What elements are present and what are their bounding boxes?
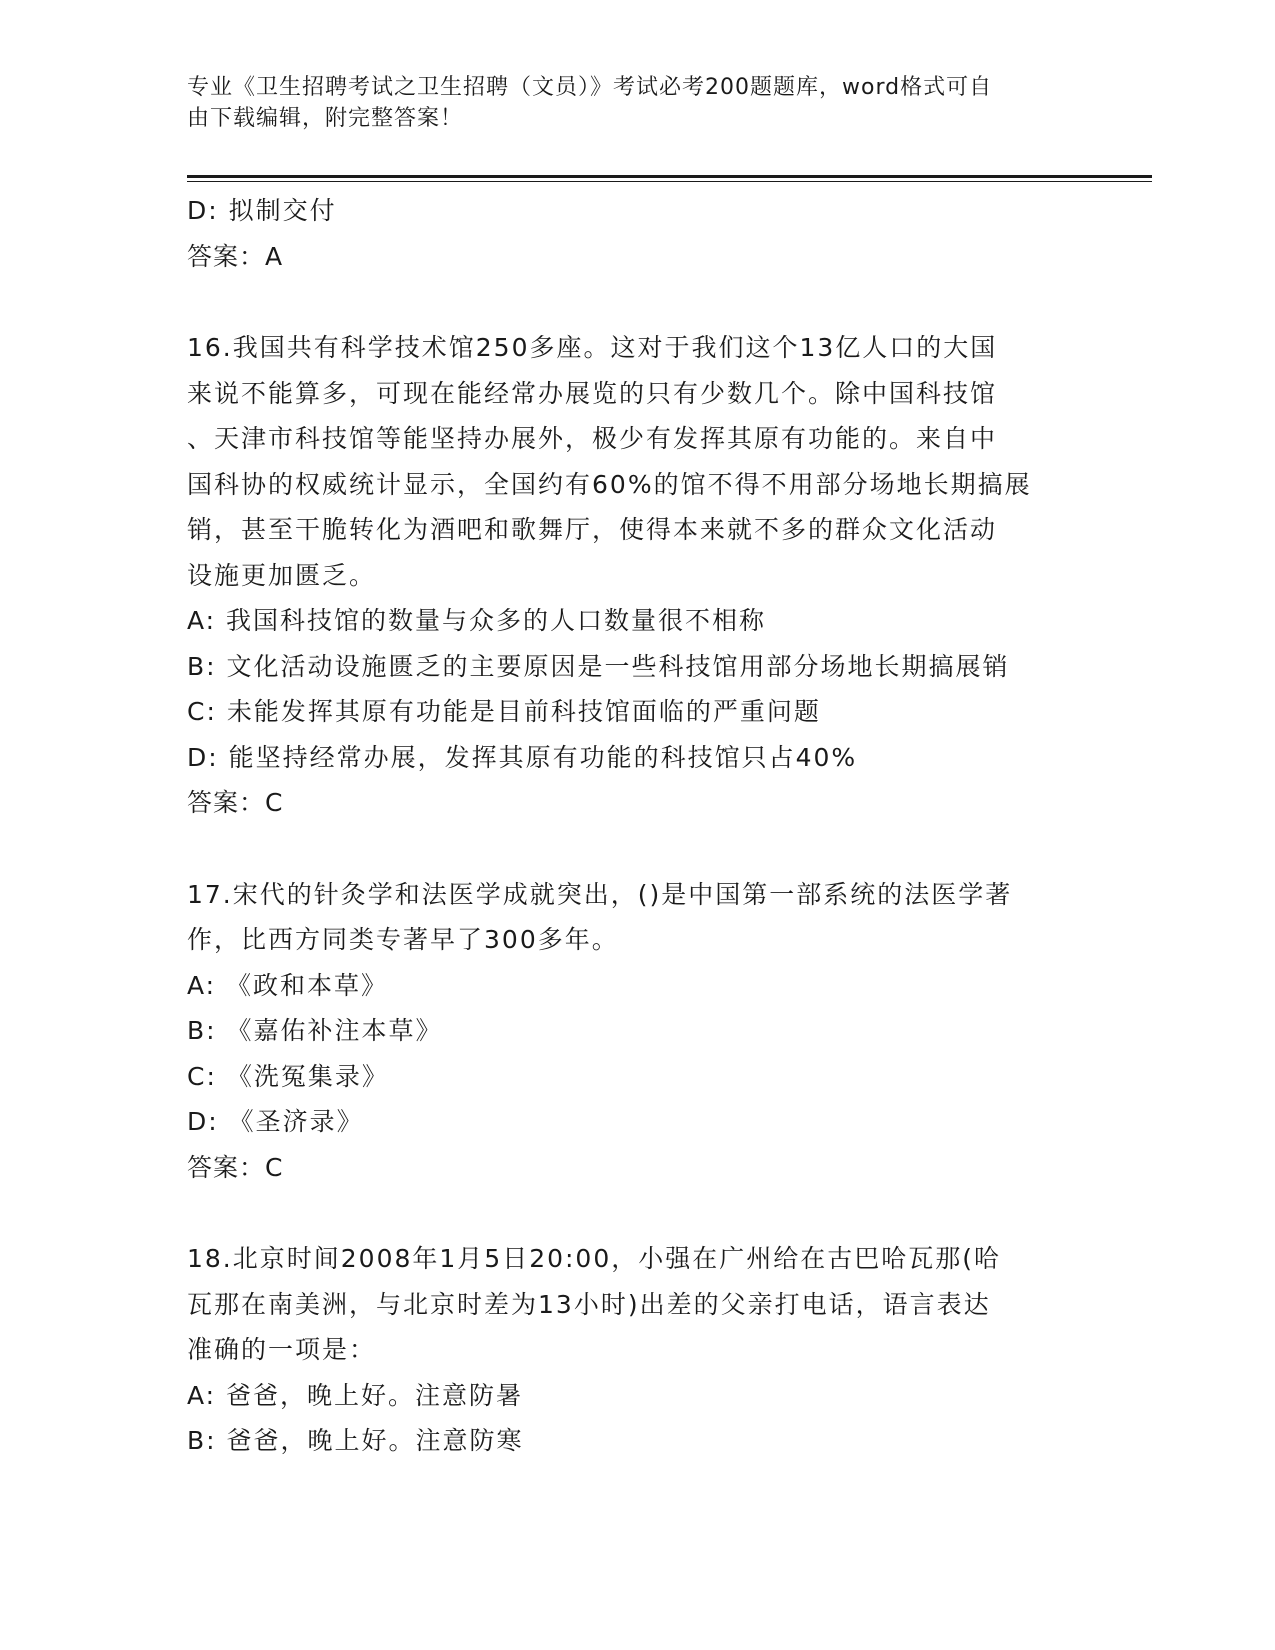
question-16 <box>187 325 1087 826</box>
question-18-line: 18.北京时间2008年1月5日20:00，小强在广州给在古巴哈瓦那(哈 <box>187 1244 1001 1273</box>
question-16-option-b: B: 文化活动设施匮乏的主要原因是一些科技馆用部分场地长期搞展销 <box>187 651 1010 681</box>
question-17-option-d: D: 《圣济录》 <box>187 1107 364 1136</box>
question-16-line: 销，甚至干脆转化为酒吧和歌舞厅，使得本来就不多的群众文化活动 <box>187 515 998 544</box>
spacer <box>187 826 1087 872</box>
question-17-line: 17.宋代的针灸学和法医学成就突出，()是中国第一部系统的法医学著 <box>187 879 1013 909</box>
question-16-line: 设施更加匮乏。 <box>187 560 377 590</box>
spacer <box>187 1190 1087 1236</box>
question-16-line: 国科协的权威统计显示，全国约有60%的馆不得不用部分场地长期搞展 <box>187 469 1032 499</box>
question-16-option-a: A: 我国科技馆的数量与众多的人口数量很不相称 <box>187 606 767 635</box>
header-rule-thin <box>187 181 1152 182</box>
question-18 <box>187 1236 1087 1464</box>
header-line-1: 专业《卫生招聘考试之卫生招聘（文员）》考试必考200题题库，word格式可自 <box>187 75 993 100</box>
prev-answer: 答案：A <box>187 241 284 271</box>
prev-option-d: D: 拟制交付 <box>187 196 337 225</box>
document-header <box>187 72 1067 134</box>
header-line-2: 由下载编辑，附完整答案！ <box>187 106 464 131</box>
question-17-option-c: C: 《洗冤集录》 <box>187 1061 389 1091</box>
question-17 <box>187 872 1087 1191</box>
question-16-option-c: C: 未能发挥其原有功能是目前科技馆面临的严重问题 <box>187 697 821 726</box>
question-18-option-b: B: 爸爸，晚上好。注意防寒 <box>187 1426 524 1455</box>
question-17-line: 作，比西方同类专著早了300多年。 <box>187 925 619 954</box>
spacer <box>187 279 1087 325</box>
header-rule-thick <box>187 175 1152 178</box>
question-17-answer: 答案：C <box>187 1152 284 1182</box>
question-18-option-a: A: 爸爸，晚上好。注意防暑 <box>187 1380 524 1410</box>
question-16-line: 16.我国共有科学技术馆250多座。这对于我们这个13亿人口的大国 <box>187 333 998 362</box>
question-16-option-d: D: 能坚持经常办展，发挥其原有功能的科技馆只占40% <box>187 742 858 772</box>
question-16-line: 来说不能算多，可现在能经常办展览的只有少数几个。除中国科技馆 <box>187 378 998 408</box>
question-17-option-a: A: 《政和本草》 <box>187 970 389 1000</box>
document-body <box>187 188 1087 1464</box>
question-18-line: 瓦那在南美洲，与北京时差为13小时)出差的父亲打电话，语言表达 <box>187 1289 991 1319</box>
question-18-line: 准确的一项是： <box>187 1335 377 1364</box>
question-16-answer: 答案：C <box>187 788 284 817</box>
question-17-option-b: B: 《嘉佑补注本草》 <box>187 1016 443 1045</box>
question-16-line: 、天津市科技馆等能坚持办展外，极少有发挥其原有功能的。来自中 <box>187 424 998 453</box>
